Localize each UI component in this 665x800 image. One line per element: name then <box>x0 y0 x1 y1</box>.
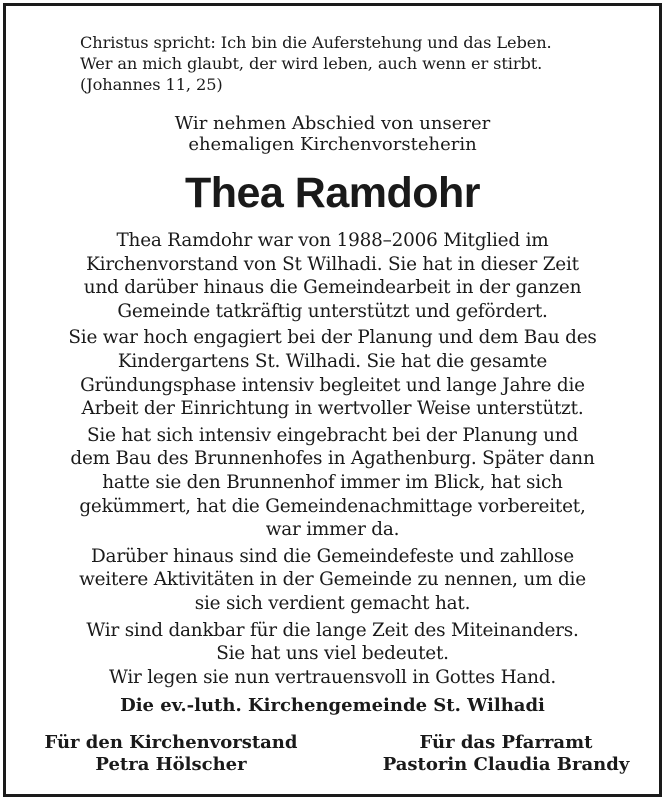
text-line: Gründungsphase intensiv begleitet und lange Jahre die <box>80 374 585 396</box>
tribute-paragraph <box>26 229 639 323</box>
text-line: Sie hat sich intensiv eingebracht bei der Planung und <box>86 424 579 446</box>
tribute-paragraph <box>26 545 639 616</box>
text-line: gekümmert, hat die Gemeindenachmittage vorbereitet, <box>79 495 586 517</box>
text-line: weitere Aktivitäten in der Gemeinde zu nennen, um die <box>79 569 586 591</box>
signature-name: Petra Hölscher <box>95 754 247 775</box>
text-line: dem Bau des Brunnenhofes in Agathenburg. Später dann <box>70 448 595 470</box>
text-line: Kirchenvorstand von St Wilhadi. Sie hat in dieser Zeit <box>86 253 579 275</box>
obituary-notice <box>3 3 662 797</box>
intro-line: Wir nehmen Abschied von unserer <box>174 113 491 134</box>
church-name: Die ev.-luth. Kirchengemeinde St. Wilhadi <box>120 695 545 716</box>
text-line: Arbeit der Einrichtung in wertvoller Weise unterstützt. <box>81 398 584 420</box>
verse-line: Christus spricht: Ich bin die Auferstehung und das Leben. <box>80 33 552 52</box>
signature-left <box>36 732 306 776</box>
text-line: sie sich verdient gemacht hat. <box>194 592 471 614</box>
text-line: und darüber hinaus die Gemeindearbeit in der ganzen <box>83 277 582 299</box>
signature-right <box>366 732 646 776</box>
signature-role: Für das Pfarramt <box>419 732 593 753</box>
farewell-intro <box>6 113 659 155</box>
verse-reference: (Johannes 11, 25) <box>80 75 223 94</box>
tribute-paragraph <box>26 326 639 420</box>
signature-role: Für den Kirchenvorstand <box>44 732 298 753</box>
text-line: Kindergartens St. Wilhadi. Sie hat die gesamte <box>117 350 548 372</box>
tribute-text <box>26 229 639 692</box>
text-line: Gemeinde tatkräftig unterstützt und gefördert. <box>117 300 548 322</box>
text-line: Thea Ramdohr war von 1988–2006 Mitglied im <box>116 230 549 251</box>
text-line: Wir legen sie nun vertrauensvoll in Gottes Hand. <box>108 666 557 688</box>
text-line: Darüber hinaus sind die Gemeindefeste und zahllose <box>91 545 574 567</box>
intro-line: ehemaligen Kirchenvorsteherin <box>188 134 477 155</box>
text-line: hatte sie den Brunnenhof immer im Blick, hat sich <box>102 471 563 493</box>
tribute-paragraph <box>26 424 639 542</box>
verse-line: Wer an mich glaubt, der wird leben, auch wenn er stirbt. <box>80 54 543 73</box>
text-line: Wir sind dankbar für die lange Zeit des Miteinanders. <box>86 619 579 641</box>
text-line: Sie war hoch engagiert bei der Planung und dem Bau des <box>68 327 597 349</box>
tribute-paragraph <box>26 619 639 690</box>
text-line: Sie hat uns viel bedeutet. <box>216 643 449 665</box>
bible-verse <box>80 32 552 95</box>
deceased-name: Thea Ramdohr <box>184 169 481 217</box>
text-line: war immer da. <box>265 519 400 541</box>
signature-name: Pastorin Claudia Brandy <box>382 754 630 775</box>
